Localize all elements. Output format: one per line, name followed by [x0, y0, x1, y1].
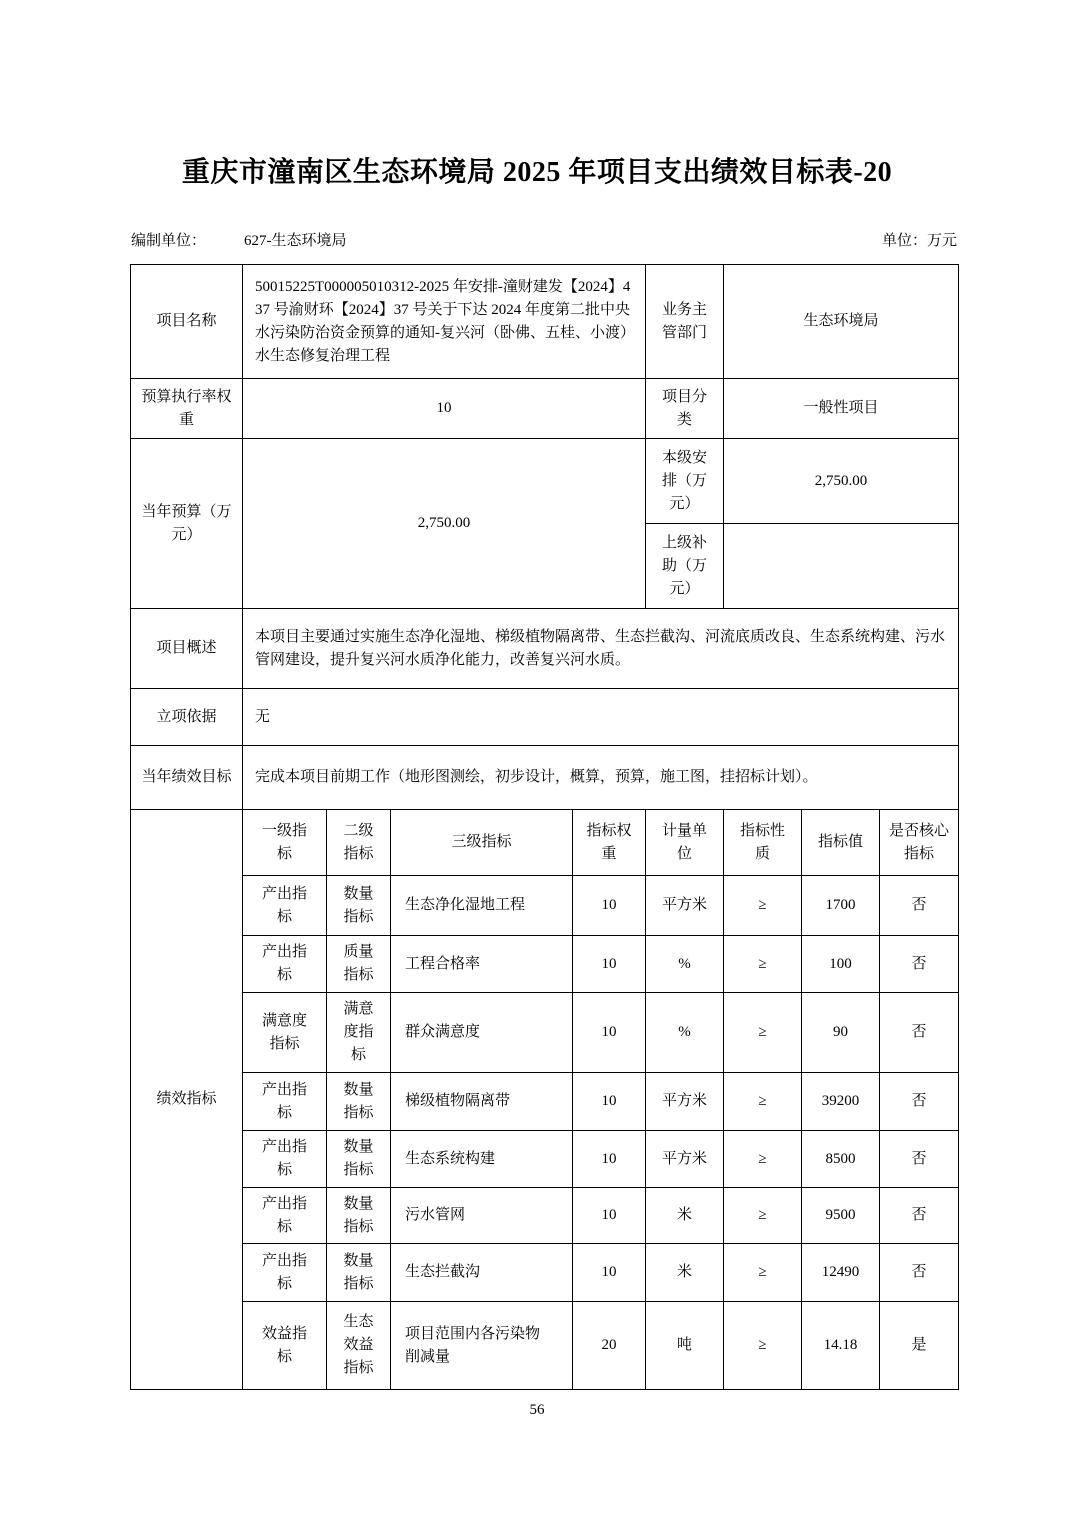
- indicator-header-level1: 一级指标: [243, 810, 327, 876]
- dept-label: 业务主管部门: [646, 265, 724, 379]
- indicator-core: 否: [880, 1244, 959, 1302]
- superior-subsidy-value: [724, 524, 959, 609]
- indicator-nature: ≥: [724, 1302, 802, 1390]
- indicator-header-nature: 指标性质: [724, 810, 802, 876]
- indicator-level2: 满意度指标: [327, 993, 391, 1073]
- indicator-row: [131, 1131, 959, 1188]
- row-basis: [131, 689, 959, 746]
- indicator-nature: ≥: [724, 1244, 802, 1302]
- indicator-value: 1700: [802, 876, 880, 936]
- indicator-row: [131, 1188, 959, 1244]
- budget-rate-value: 10: [243, 379, 646, 439]
- indicator-core: 否: [880, 1131, 959, 1188]
- indicator-level2: 数量指标: [327, 876, 391, 936]
- indicator-core: 否: [880, 993, 959, 1073]
- page-title: 重庆市潼南区生态环境局 2025 年项目支出绩效目标表-20: [181, 157, 893, 188]
- indicator-level2: 质量指标: [327, 936, 391, 993]
- page-number: 56: [529, 1402, 545, 1418]
- indicator-level1: 产出指标: [243, 1244, 327, 1302]
- indicator-level3: 群众满意度: [391, 993, 573, 1073]
- dept-value: 生态环境局: [724, 265, 959, 379]
- indicator-level1: 产出指标: [243, 1131, 327, 1188]
- indicator-level1: 产出指标: [243, 1188, 327, 1244]
- performance-target-table: [130, 264, 959, 1390]
- indicator-weight: 20: [573, 1302, 646, 1390]
- indicator-core: 否: [880, 1073, 959, 1131]
- indicator-header-unit: 计量单位: [646, 810, 724, 876]
- indicator-level1: 产出指标: [243, 876, 327, 936]
- indicator-nature: ≥: [724, 1188, 802, 1244]
- indicator-value: 12490: [802, 1244, 880, 1302]
- indicator-unit: 平方米: [646, 1073, 724, 1131]
- indicator-weight: 10: [573, 1188, 646, 1244]
- indicator-header-level2: 二级指标: [327, 810, 391, 876]
- indicator-level3: 项目范围内各污染物削减量: [391, 1302, 573, 1390]
- indicator-level1: 满意度指标: [243, 993, 327, 1073]
- indicator-value: 9500: [802, 1188, 880, 1244]
- year-budget-value: 2,750.00: [243, 439, 646, 609]
- indicator-level3: 污水管网: [391, 1188, 573, 1244]
- indicator-row: [131, 1244, 959, 1302]
- row-year-budget-1: [131, 439, 959, 524]
- indicator-nature: ≥: [724, 876, 802, 936]
- overview-label: 项目概述: [131, 609, 243, 689]
- indicator-header-weight: 指标权重: [573, 810, 646, 876]
- indicator-level3: 梯级植物隔离带: [391, 1073, 573, 1131]
- indicator-level2: 生态效益指标: [327, 1302, 391, 1390]
- indicator-row: [131, 1302, 959, 1390]
- indicator-value: 100: [802, 936, 880, 993]
- indicator-nature: ≥: [724, 1131, 802, 1188]
- indicator-header-core: 是否核心指标: [880, 810, 959, 876]
- indicator-row: [131, 1073, 959, 1131]
- indicator-unit: 平方米: [646, 1131, 724, 1188]
- indicator-level3: 工程合格率: [391, 936, 573, 993]
- indicator-unit: %: [646, 936, 724, 993]
- indicator-weight: 10: [573, 1131, 646, 1188]
- overview-value: 本项目主要通过实施生态净化湿地、梯级植物隔离带、生态拦截沟、河流底质改良、生态系统构建、污水管网建设，提升复兴河水质净化能力，改善复兴河水质。: [243, 609, 959, 689]
- indicator-unit: 米: [646, 1244, 724, 1302]
- row-annual-goal: [131, 746, 959, 810]
- indicator-level1: 产出指标: [243, 1073, 327, 1131]
- indicator-core: 否: [880, 1188, 959, 1244]
- indicator-weight: 10: [573, 1244, 646, 1302]
- indicator-core: 否: [880, 876, 959, 936]
- prepared-by-value: 627-生态环境局: [244, 233, 347, 249]
- budget-rate-label: 预算执行率权重: [131, 379, 243, 439]
- indicator-header-value: 指标值: [802, 810, 880, 876]
- indicator-level3: 生态拦截沟: [391, 1244, 573, 1302]
- prepared-by-label: 编制单位：: [131, 233, 207, 249]
- category-value: 一般性项目: [724, 379, 959, 439]
- indicator-level1: 效益指标: [243, 1302, 327, 1390]
- meta-row: [131, 231, 957, 251]
- annual-goal-label: 当年绩效目标: [131, 746, 243, 810]
- indicator-nature: ≥: [724, 993, 802, 1073]
- indicator-row: [131, 936, 959, 993]
- basis-value: 无: [243, 689, 959, 746]
- row-project-name: [131, 265, 959, 379]
- indicator-nature: ≥: [724, 936, 802, 993]
- local-arrange-value: 2,750.00: [724, 439, 959, 524]
- indicator-weight: 10: [573, 1073, 646, 1131]
- project-name-value: 50015225T000005010312-2025 年安排-潼财建发【2024】437 号渝财环【2024】37 号关于下达 2024 年度第二批中央水污染防治资金预算的通知-复兴河（卧佛、五桂、小渡）水生态修复治理工程: [243, 265, 646, 379]
- local-arrange-label: 本级安排（万元）: [646, 439, 724, 524]
- indicator-level2: 数量指标: [327, 1131, 391, 1188]
- category-label: 项目分类: [646, 379, 724, 439]
- indicator-level2: 数量指标: [327, 1073, 391, 1131]
- indicator-level1: 产出指标: [243, 936, 327, 993]
- indicator-core: 否: [880, 936, 959, 993]
- indicator-weight: 10: [573, 936, 646, 993]
- indicator-level3: 生态净化湿地工程: [391, 876, 573, 936]
- basis-label: 立项依据: [131, 689, 243, 746]
- indicator-weight: 10: [573, 876, 646, 936]
- indicator-header-row: [131, 810, 959, 876]
- indicator-value: 14.18: [802, 1302, 880, 1390]
- indicator-unit: %: [646, 993, 724, 1073]
- annual-goal-value: 完成本项目前期工作（地形图测绘，初步设计，概算，预算，施工图，挂招标计划）。: [243, 746, 959, 810]
- row-overview: [131, 609, 959, 689]
- indicator-unit: 米: [646, 1188, 724, 1244]
- indicator-weight: 10: [573, 993, 646, 1073]
- year-budget-label: 当年预算（万元）: [131, 439, 243, 609]
- indicator-row: [131, 993, 959, 1073]
- prepared-by: [131, 231, 347, 251]
- indicator-section-label: 绩效指标: [131, 810, 243, 1390]
- indicator-value: 90: [802, 993, 880, 1073]
- indicator-unit: 平方米: [646, 876, 724, 936]
- indicator-value: 8500: [802, 1131, 880, 1188]
- indicator-row: [131, 876, 959, 936]
- indicator-level3: 生态系统构建: [391, 1131, 573, 1188]
- indicator-level2: 数量指标: [327, 1188, 391, 1244]
- indicator-level2: 数量指标: [327, 1244, 391, 1302]
- superior-subsidy-label: 上级补助（万元）: [646, 524, 724, 609]
- indicator-header-level3: 三级指标: [391, 810, 573, 876]
- indicator-core: 是: [880, 1302, 959, 1390]
- project-name-label: 项目名称: [131, 265, 243, 379]
- unit-note: 单位：万元: [881, 233, 957, 249]
- row-budget-rate: [131, 379, 959, 439]
- indicator-nature: ≥: [724, 1073, 802, 1131]
- indicator-unit: 吨: [646, 1302, 724, 1390]
- indicator-value: 39200: [802, 1073, 880, 1131]
